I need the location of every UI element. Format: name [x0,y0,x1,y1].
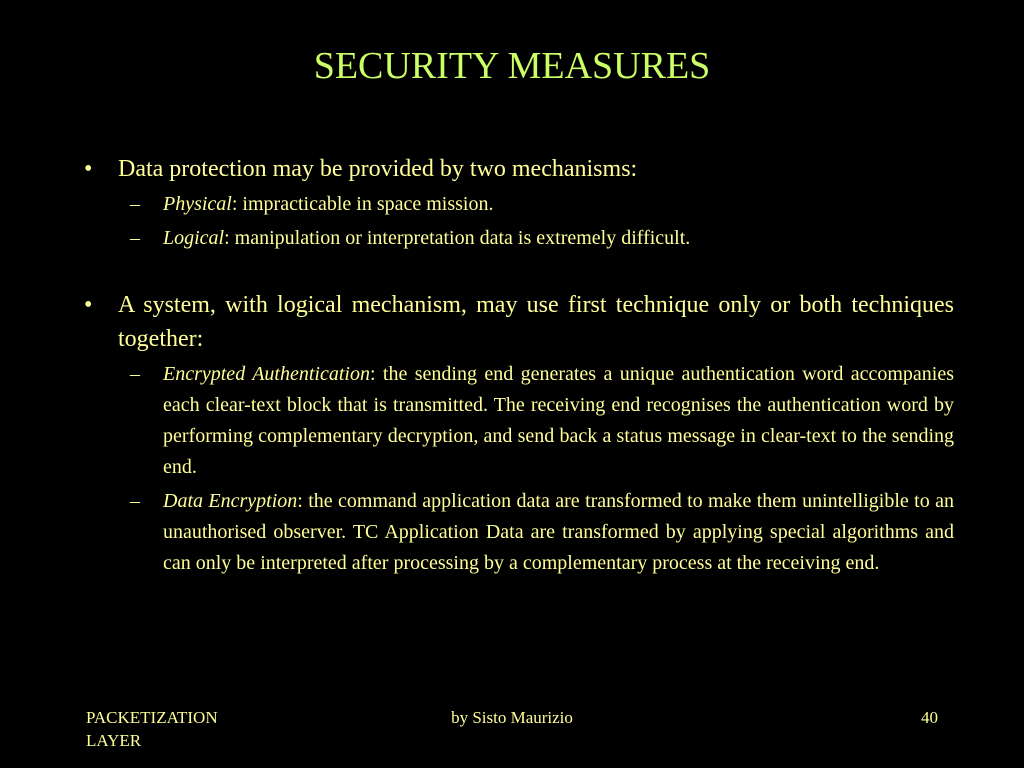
sub-bullet-term: Encrypted Authentication [163,363,370,385]
sub-bullet-marker: – [130,193,140,215]
slide-number: 40 [921,708,938,727]
bullet-text: A system, with logical mechanism, may use first technique only or both techniques together: [118,292,954,352]
bullet-text: Data protection may be provided by two mechanisms: [118,156,638,182]
slide-title: SECURITY MEASURES [313,45,711,87]
sub-bullet-text: : the command application data are transformed to make them unintelligible to an unauthorised observer. TC Application Data are transformed by applying special algorithms and can only be interpreted after processing by a complementary process at the receiving end. [163,490,954,574]
sub-bullet-item [82,223,954,254]
sub-bullet-term: Logical [163,227,225,249]
bullet-marker: • [84,292,93,318]
sub-bullet-marker: – [130,227,140,249]
sub-bullet-text: : manipulation or interpretation data is extremely difficult. [224,227,691,249]
bullet-item [82,288,954,356]
footer-author: by Sisto Maurizio [451,708,573,727]
sub-bullet-text: : impracticable in space mission. [231,193,494,215]
sub-bullet-term: Data Encryption [163,490,298,512]
footer-section-label: PACKETIZATION LAYER [86,708,218,750]
sub-bullet-marker: – [130,490,140,512]
bullet-item [82,152,954,186]
sub-bullet-item [82,359,954,483]
sub-bullet-text: : the sending end generates a unique authentication word accompanies each clear-text block that is transmitted. The receiving end recognises the authentication word by performing complementary decryption, and send back a status message in clear-text to the sending end. [163,363,954,478]
sub-bullet-item [82,189,954,220]
sub-bullet-marker: – [130,363,140,385]
sub-bullet-item [82,486,954,579]
bullet-marker: • [84,156,93,182]
slide-content [82,152,954,579]
sub-bullet-term: Physical [163,193,232,215]
